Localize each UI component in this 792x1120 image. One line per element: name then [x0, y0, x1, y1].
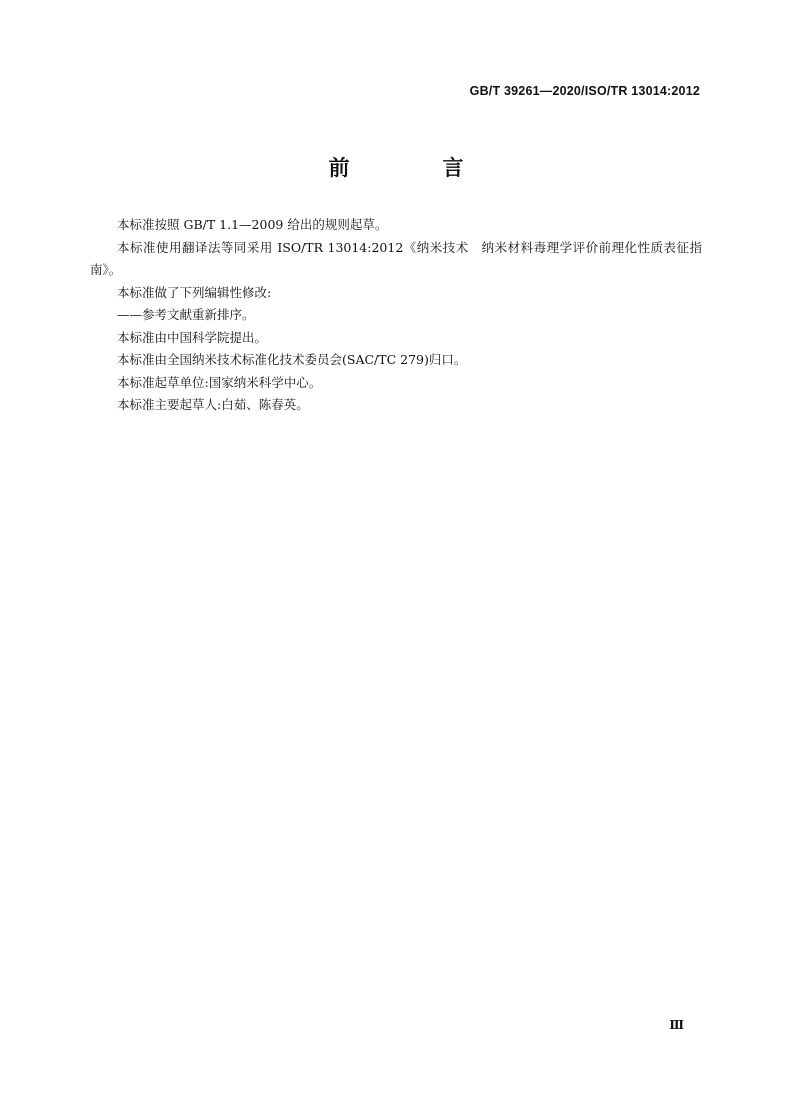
paragraph-committee: 本标准由全国纳米技术标准化技术委员会(SAC/TC 279)归口。: [117, 352, 467, 367]
paragraph-editorial-changes: 本标准做了下列编辑性修改:: [117, 284, 272, 300]
standard-number-header: GB/T 39261—2020/ISO/TR 13014:2012: [469, 84, 700, 98]
paragraph-drafters: 本标准主要起草人:白茹、陈春英。: [117, 397, 309, 412]
paragraph-drafting-rules: 本标准按照 GB/T 1.1—2009 给出的规则起草。: [117, 217, 388, 232]
paragraph-adoption: 本标准使用翻译法等同采用 ISO/TR 13014:2012《纳米技术 纳米材料毒理学评价前理化性质表征指南》。: [90, 239, 702, 277]
page-title: 前 言: [328, 156, 500, 180]
paragraph-proposer: 本标准由中国科学院提出。: [117, 329, 268, 345]
paragraph-drafting-unit: 本标准起草单位:国家纳米科学中心。: [117, 374, 322, 390]
paragraph-change-item: ——参考文献重新排序。: [117, 307, 255, 322]
preface-body: [90, 214, 702, 417]
page-number: Ⅲ: [669, 1018, 684, 1032]
